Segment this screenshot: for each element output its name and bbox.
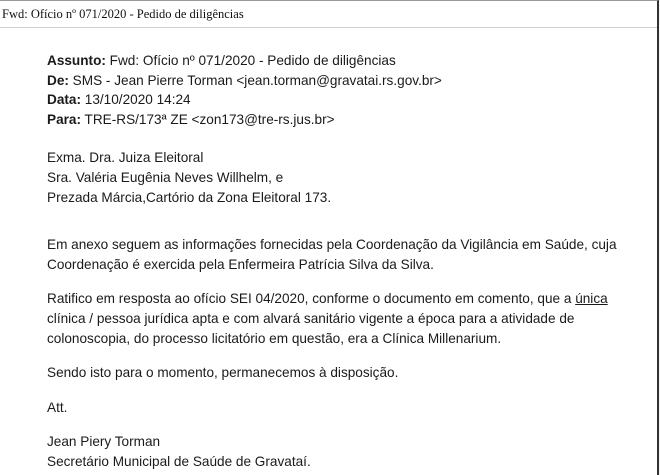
greeting-line-1: Exma. Dra. Juiza Eleitoral	[47, 150, 204, 166]
paragraph-ratification	[47, 289, 647, 348]
to-label: Para:	[47, 111, 82, 127]
from-value: SMS - Jean Pierre Torman <jean.torman@gravatai.rs.gov.br>	[68, 72, 442, 88]
header-date	[47, 90, 647, 110]
header-from	[47, 71, 647, 91]
window-title: Fwd: Ofício nº 071/2020 - Pedido de diligências	[2, 7, 244, 21]
signature-name: Jean Piery Torman	[47, 434, 161, 450]
ratification-text-end: clínica / pessoa jurídica apta e com alvará sanitário vigente a época para a atividade de colonoscopia, do processo licitatório em questão, era a Clínica Millenarium.	[47, 310, 575, 346]
date-label: Data:	[47, 92, 81, 108]
paragraph-attachment: Em anexo seguem as informações fornecidas pela Coordenação da Vigilância em Saúde, cuja Coordenação é exercida pela Enfermeira Patrícia Silva da Silva.	[47, 237, 617, 272]
date-value: 13/10/2020 14:24	[81, 92, 191, 108]
closing: Att.	[47, 399, 68, 415]
subject-value: Fwd: Ofício nº 071/2020 - Pedido de diligências	[105, 53, 396, 68]
header-subject	[47, 51, 647, 71]
greeting-line-2: Sra. Valéria Eugênia Neves Willhelm, e	[47, 169, 284, 185]
greeting-line-3: Prezada Márcia,Cartório da Zona Eleitoral 173.	[47, 189, 332, 205]
header-to	[47, 110, 647, 130]
title-divider	[0, 27, 657, 28]
signature-title: Secretário Municipal de Saúde de Gravataí.	[47, 453, 311, 469]
to-value: TRE-RS/173ª ZE <zon173@tre-rs.jus.br>	[81, 111, 335, 127]
subject-label: Assunto:	[47, 53, 106, 68]
email-content	[47, 51, 647, 472]
paragraph-availability: Sendo isto para o momento, permanecemos à disposição.	[47, 365, 399, 381]
ratification-text-start: Ratifico em resposta ao ofício SEI 04/2020, conforme o documento em comento, que a	[47, 291, 576, 307]
ratification-underlined: única	[575, 291, 608, 307]
from-label: De:	[47, 72, 69, 88]
